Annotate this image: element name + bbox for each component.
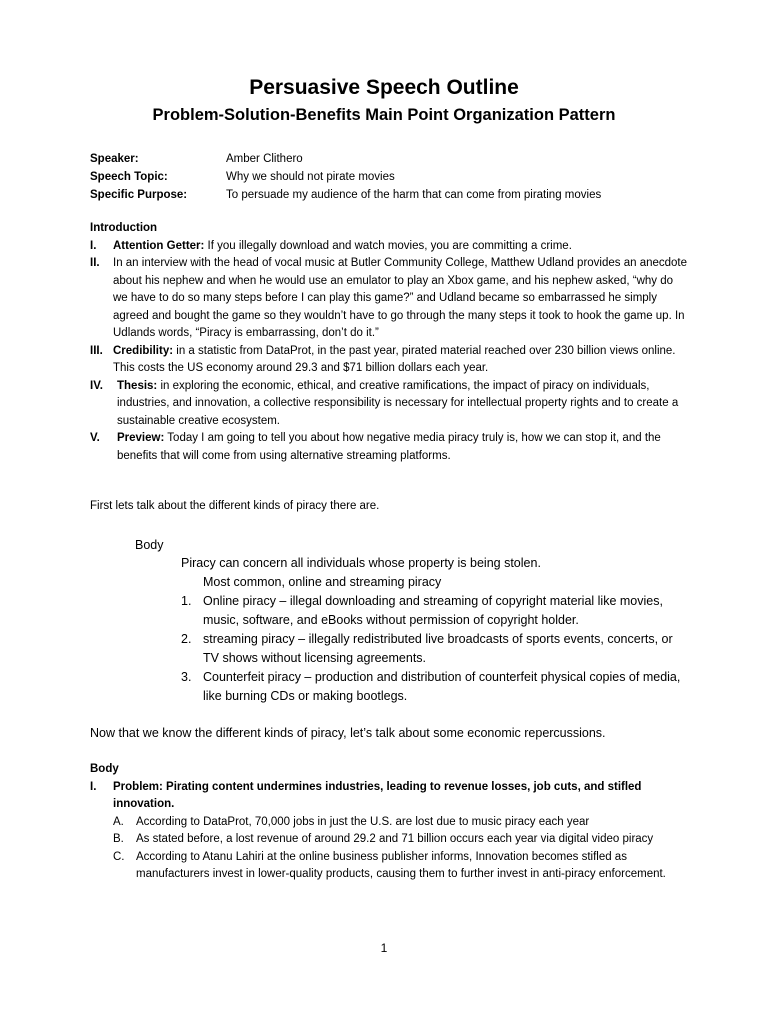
topic-value: Why we should not pirate movies <box>226 171 395 183</box>
subpoint-letter: B. <box>113 833 124 845</box>
intro-item-number: V. <box>90 432 100 444</box>
topic-label: Speech Topic: <box>90 171 168 183</box>
intro-item-1 <box>90 238 690 256</box>
piracy-item-number: 2. <box>181 632 192 646</box>
meta-row-purpose <box>90 186 690 204</box>
piracy-types-list <box>181 592 681 706</box>
intro-item-label: Thesis: <box>117 379 158 392</box>
intro-item-text: If you illegally download and watch movies, you are committing a crime. <box>204 239 572 252</box>
problem-number: I. <box>90 780 97 793</box>
piracy-item-text: streaming piracy – illegally redistributed live broadcasts of sports events, concerts, or TV shows without licensing agreements. <box>203 632 673 665</box>
subpoint-text: According to Atanu Lahiri at the online business publisher informs, Innovation becomes stifled as manufacturers invest in lower-quality products, causing them to further invest in anti-piracy enforcement. <box>136 850 666 880</box>
meta-row-topic <box>90 168 690 186</box>
subpoint-letter: A. <box>113 815 124 828</box>
body2-heading: Body <box>90 763 119 775</box>
purpose-value: To persuade my audience of the harm that can come from pirating movies <box>226 189 602 201</box>
subpoint-c <box>113 849 690 884</box>
intro-item-4 <box>90 378 690 431</box>
intro-item-text: in a statistic from DataProt, in the past year, pirated material reached over 230 billion views online. This costs the US economy around 29.3 and $71 billion dollars each year. <box>113 344 676 374</box>
transition-2: Now that we know the different kinds of piracy, let’s talk about some economic repercussions. <box>90 726 606 740</box>
subpoint-letter: C. <box>113 850 125 863</box>
problem-subpoints <box>113 814 690 884</box>
intro-item-2 <box>90 255 690 343</box>
subpoint-text: According to DataProt, 70,000 jobs in just the U.S. are lost due to music piracy each year <box>136 815 590 828</box>
piracy-type-streaming <box>181 630 681 668</box>
purpose-label: Specific Purpose: <box>90 189 188 201</box>
intro-item-number: I. <box>90 239 97 252</box>
intro-item-number: III. <box>90 344 103 357</box>
body2-section <box>90 761 690 884</box>
document-title: Persuasive Speech Outline <box>249 76 519 99</box>
introduction-heading: Introduction <box>90 222 158 234</box>
transition-1: First lets talk about the different kinds of piracy there are. <box>90 500 380 512</box>
intro-item-5 <box>90 430 690 465</box>
intro-item-text: in exploring the economic, ethical, and creative ramifications, the impact of piracy on individuals, industries, and innovation, a collective responsibility is necessary for intellectual property rights and to create a sustainable creative ecosystem. <box>117 379 679 427</box>
speech-meta <box>90 150 690 204</box>
subpoint-b <box>113 831 690 849</box>
intro-item-text: Today I am going to tell you about how negative media piracy truly is, how we can stop it, and the benefits that will come from using alternative streaming platforms. <box>117 432 661 462</box>
intro-item-label: Credibility: <box>113 344 174 357</box>
body1-line2: Most common, online and streaming piracy <box>203 575 442 589</box>
piracy-item-number: 1. <box>181 594 192 608</box>
piracy-item-text: Counterfeit piracy – production and distribution of counterfeit physical copies of media, like burning CDs or making bootlegs. <box>203 670 681 703</box>
document-subtitle: Problem-Solution-Benefits Main Point Organization Pattern <box>152 106 616 124</box>
subpoint-a <box>113 814 690 832</box>
problem-point <box>90 779 690 814</box>
speaker-value: Amber Clithero <box>226 153 303 165</box>
speaker-label: Speaker: <box>90 153 139 165</box>
body1-heading: Body <box>135 538 164 552</box>
introduction-list <box>90 238 690 466</box>
intro-item-number: IV. <box>90 379 104 392</box>
intro-item-text: In an interview with the head of vocal music at Butler Community College, Matthew Udland provides an anecdote about his nephew and when he would use an emulator to play an Xbox game, and his nephew asked, “why do we have to do so many steps before I can play this game?” and Udland became so embarrassed he simply agreed and bought the game so they wouldn’t have to go through the many steps it took to hook the game up. In Udlands words, “Piracy is embarrassing, don’t do it.” <box>113 257 688 339</box>
problem-text: Problem: Pirating content undermines industries, leading to revenue losses, job cuts, and stifled innovation. <box>113 780 642 810</box>
intro-item-number: II. <box>90 257 100 269</box>
piracy-item-text: Online piracy – illegal downloading and streaming of copyright material like movies, music, software, and eBooks without permission of copyright holder. <box>203 594 663 627</box>
intro-item-label: Preview: <box>117 432 165 444</box>
page-number: 1 <box>380 941 388 955</box>
subpoint-text: As stated before, a lost revenue of around 29.2 and 71 billion occurs each year via digital video piracy <box>136 833 654 845</box>
piracy-type-online <box>181 592 681 630</box>
piracy-type-counterfeit <box>181 668 681 706</box>
intro-item-label: Attention Getter: <box>113 239 205 252</box>
body1-line1: Piracy can concern all individuals whose property is being stolen. <box>181 556 541 570</box>
meta-row-speaker <box>90 150 690 168</box>
introduction-section <box>90 220 690 465</box>
intro-item-3 <box>90 343 690 378</box>
piracy-item-number: 3. <box>181 670 192 684</box>
